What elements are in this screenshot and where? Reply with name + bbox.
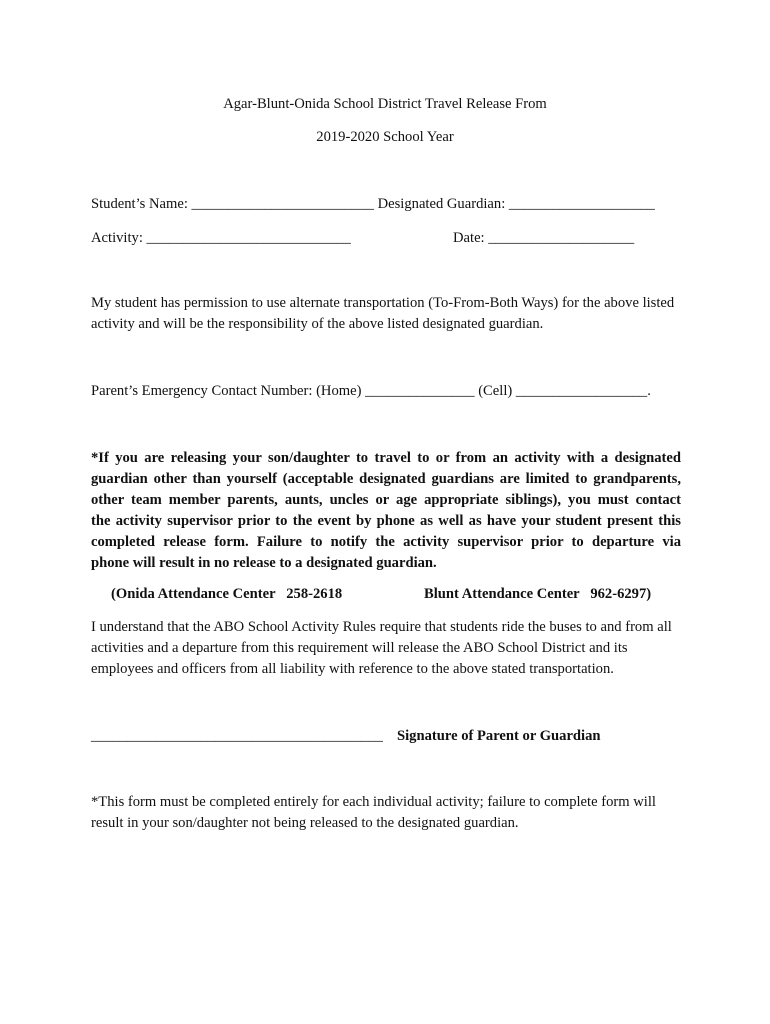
onida-contact: (Onida Attendance Center 258-2618 (111, 586, 343, 602)
footnote: *This form must be completed entirely for each individual activity; failure to complete form will result in your son/daughter not being released to the designated guardian. (91, 794, 656, 831)
activity-field: Activity: ____________________________ (91, 230, 351, 246)
form-title: Agar-Blunt-Onida School District Travel Release From (223, 96, 547, 112)
permission-paragraph: My student has permission to use alternate transportation (To-From-Both Ways) for the above listed activity and will be the responsibility of the above listed designated guardian. (91, 295, 675, 332)
blunt-contact: Blunt Attendance Center 962-6297) (424, 586, 652, 602)
signature-line: ________________________________________ (91, 728, 383, 744)
notice-line: *If you are releasing your son/daughter to travel to or from an activity with a designated (91, 450, 681, 466)
notice-line: the activity supervisor prior to the event by phone as well as have your student present this (91, 513, 681, 529)
date-field: Date: ____________________ (453, 230, 635, 246)
understanding-paragraph: I understand that the ABO School Activity Rules require that students ride the buses to and from all activities and a departure from this requirement will release the ABO School District and its employees and officers from all liability with reference to the above stated transportation. (91, 619, 672, 677)
notice-line: guardian other than yourself (acceptable designated guardians are limited to grandparents, (91, 471, 681, 487)
notice-line: completed release form. Failure to notify the activity supervisor prior to departure via (91, 534, 681, 550)
school-year: 2019-2020 School Year (316, 129, 454, 145)
notice-line: other team member parents, aunts, uncles or age appropriate siblings), you must contact (91, 492, 681, 508)
student-guardian-field-line: Student’s Name: _________________________ Designated Guardian: ____________________ (91, 196, 655, 212)
signature-label: Signature of Parent or Guardian (397, 728, 601, 744)
emergency-contact-line: Parent’s Emergency Contact Number: (Home) _______________ (Cell) __________________. (91, 383, 651, 399)
notice-line: phone will result in no release to a designated guardian. (91, 555, 437, 571)
